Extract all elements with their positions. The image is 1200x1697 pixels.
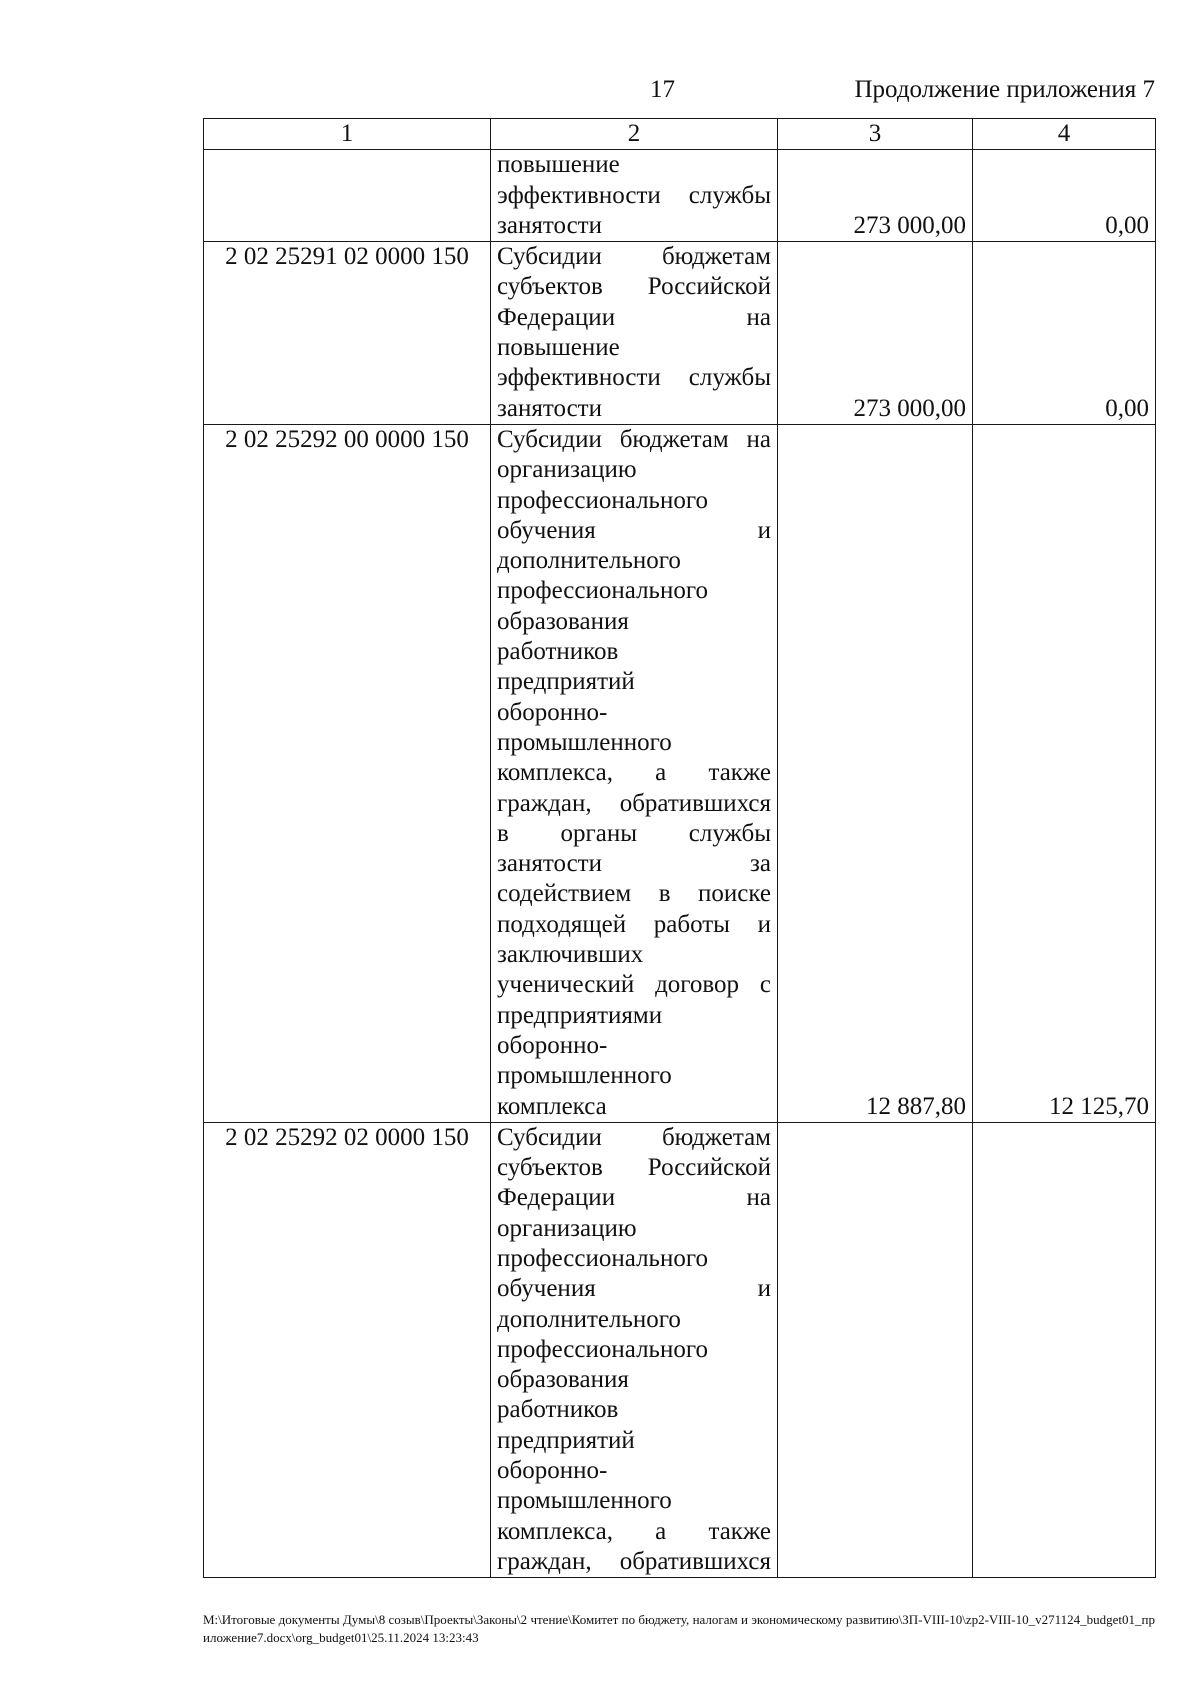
table-header-row bbox=[204, 119, 1156, 150]
amount-col3-cell: 273 000,00 bbox=[778, 242, 973, 425]
description-line: обучения и bbox=[497, 516, 771, 544]
continuation-header: Продолжение приложения 7 bbox=[854, 76, 1155, 103]
description-line: комплекса bbox=[497, 1092, 607, 1120]
amount-col4-cell: 0,00 bbox=[973, 150, 1156, 242]
description-line: в органы службы bbox=[497, 819, 771, 847]
description-line: профессионального bbox=[497, 1335, 708, 1363]
description-line: предприятий bbox=[497, 668, 635, 696]
page-number: 17 bbox=[650, 76, 675, 103]
description-line: оборонно- bbox=[497, 1031, 608, 1059]
description-line: предприятий bbox=[497, 1426, 635, 1454]
description-line: субъектов Российской bbox=[497, 273, 771, 301]
column-header-1: 1 bbox=[204, 119, 491, 150]
amount-col4-cell bbox=[973, 1122, 1156, 1577]
table-body bbox=[204, 150, 1156, 1578]
description-line: образования bbox=[497, 1366, 629, 1394]
description-line: оборонно- bbox=[497, 698, 608, 726]
amount-col4-cell: 12 125,70 bbox=[973, 424, 1156, 1122]
table-row bbox=[204, 242, 1156, 425]
description-line: промышленного bbox=[497, 728, 672, 756]
description-line: повышение bbox=[497, 334, 620, 362]
description-line: оборонно- bbox=[497, 1457, 608, 1485]
description-line: Федерации на bbox=[497, 303, 771, 331]
description-line: ученический договор с bbox=[497, 971, 771, 999]
description-line: повышение bbox=[497, 151, 620, 179]
description-line: образования bbox=[497, 607, 629, 635]
amount-col3-cell: 12 887,80 bbox=[778, 424, 973, 1122]
description-line: дополнительного bbox=[497, 1305, 681, 1333]
description-line: профессионального bbox=[497, 577, 708, 605]
column-header-2: 2 bbox=[491, 119, 778, 150]
amount-col4-cell: 0,00 bbox=[973, 242, 1156, 425]
table-row bbox=[204, 150, 1156, 242]
description-line: обучения и bbox=[497, 1275, 771, 1303]
description-cell bbox=[491, 1122, 778, 1577]
description-line: профессионального bbox=[497, 486, 708, 514]
description-line: дополнительного bbox=[497, 547, 681, 575]
appendix-table bbox=[203, 118, 1156, 1578]
description-line: граждан, обратившихся bbox=[497, 1547, 771, 1575]
description-line: эффективности службы bbox=[497, 181, 771, 209]
description-line: профессионального bbox=[497, 1244, 708, 1272]
description-line: содействием в поиске bbox=[497, 880, 771, 908]
budget-code-cell: 2 02 25291 02 0000 150 bbox=[204, 242, 491, 425]
description-line: комплекса, а также bbox=[497, 759, 771, 787]
budget-code-cell: 2 02 25292 02 0000 150 bbox=[204, 1122, 491, 1577]
description-line: Федерации на bbox=[497, 1184, 771, 1212]
description-line: занятости за bbox=[497, 850, 771, 878]
description-line: подходящей работы и bbox=[497, 910, 771, 938]
description-line: субъектов Российской bbox=[497, 1154, 771, 1182]
description-line: промышленного bbox=[497, 1487, 672, 1515]
description-line: организацию bbox=[497, 456, 637, 484]
description-cell bbox=[491, 150, 778, 242]
table-row bbox=[204, 424, 1156, 1122]
column-header-3: 3 bbox=[778, 119, 973, 150]
description-line: занятости bbox=[497, 211, 602, 239]
amount-col3-cell: 273 000,00 bbox=[778, 150, 973, 242]
budget-code-cell: 2 02 25292 00 0000 150 bbox=[204, 424, 491, 1122]
description-line: работников bbox=[497, 638, 619, 666]
description-line: Субсидии бюджетам на bbox=[497, 425, 771, 453]
budget-code-cell bbox=[204, 150, 491, 242]
description-line: Субсидии бюджетам bbox=[497, 1123, 771, 1151]
description-line: граждан, обратившихся bbox=[497, 789, 771, 817]
column-header-4: 4 bbox=[973, 119, 1156, 150]
description-line: организацию bbox=[497, 1214, 637, 1242]
description-cell bbox=[491, 242, 778, 425]
description-line: занятости bbox=[497, 394, 602, 422]
table-row bbox=[204, 1122, 1156, 1577]
description-line: работников bbox=[497, 1396, 619, 1424]
description-line: промышленного bbox=[497, 1062, 672, 1090]
description-line: заключивших bbox=[497, 941, 644, 969]
description-cell bbox=[491, 424, 778, 1122]
description-line: Субсидии бюджетам bbox=[497, 243, 771, 271]
description-line: эффективности службы bbox=[497, 364, 771, 392]
file-path-footer: M:\Итоговые документы Думы\8 созыв\Проекты\Законы\2 чтение\Комитет по бюджету, налогам и экономическому развитию\ЗП-VIII-10\zp2-VIII-10_v271124_budget01_приложение7.docx\org_budget01\25.11.2024 13:23:43 bbox=[203, 1612, 1155, 1645]
amount-col3-cell bbox=[778, 1122, 973, 1577]
description-line: предприятиями bbox=[497, 1001, 663, 1029]
description-line: комплекса, а также bbox=[497, 1517, 771, 1545]
